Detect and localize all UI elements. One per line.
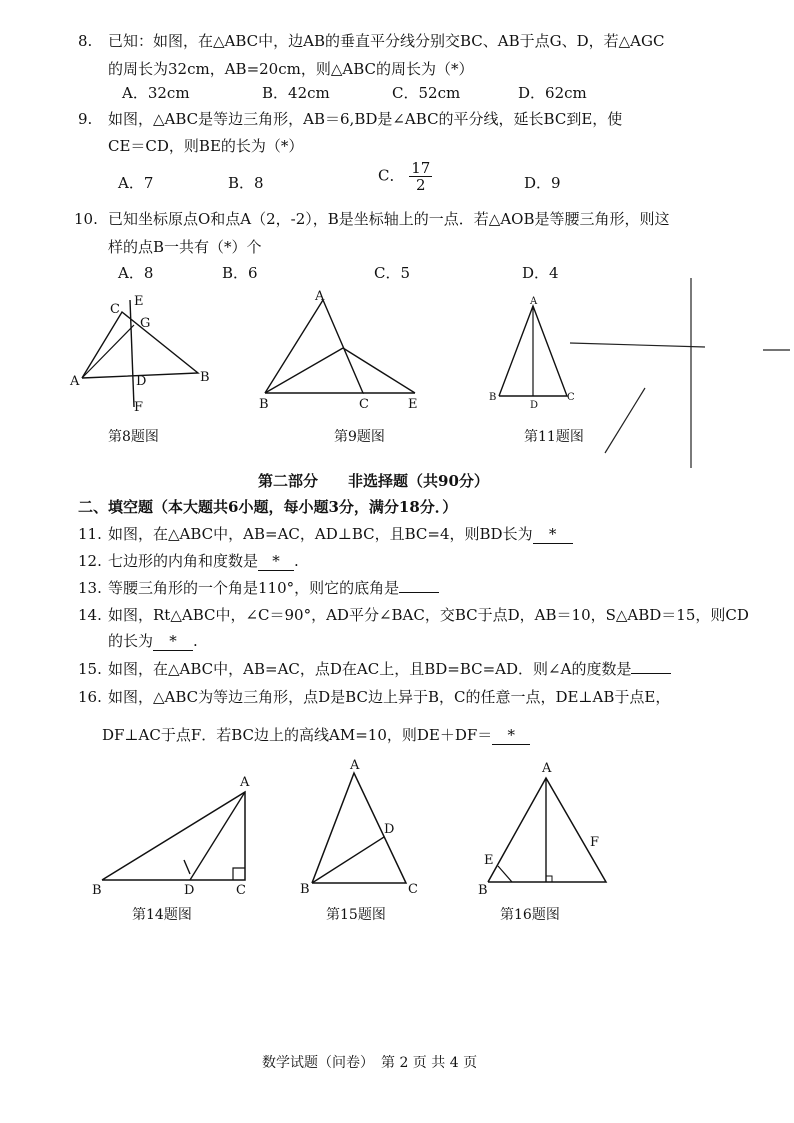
question-text: 已知坐标原点O和点A（2，-2），B是坐标轴上的一点．若△AOB是等腰三角形，则这 [108,210,670,228]
label-e: E [408,397,418,412]
label-b: B [478,883,488,898]
question-15 [78,658,671,679]
figure-9 [255,288,430,418]
scan-marks [565,278,794,468]
answer-blank: * [153,632,193,651]
label-c: C [236,883,246,898]
q8-option-d: D．62cm [518,84,587,102]
question-text: 如图，在△ABC中，AB=AC，AD⊥BC，且BC=4，则BD长为 [108,525,533,543]
label-d: D [384,822,395,837]
q10-option-b: B．6 [222,264,258,282]
figure-15 [298,755,428,895]
question-8-line2: 的周长为32cm，AB=20cm，则△ABC的周长为（*） [108,60,474,78]
question-16 [78,686,670,707]
label-a: A [542,761,552,776]
figure-8 [70,295,220,415]
label-c: C [408,882,418,897]
answer-blank [631,673,671,674]
q8-option-c: C．52cm [392,84,461,102]
question-text: 等腰三角形的一个角是110°，则它的底角是 [108,579,400,597]
question-number: 15. [78,660,102,678]
answer-blank: * [492,726,530,745]
question-text: 如图，Rt△ABC中，∠C＝90°，AD平分∠BAC，交BC于点D，AB＝10，S△ABD＝15，则CD [108,606,749,624]
question-14 [78,604,749,625]
question-text: DF⊥AC于点F．若BC边上的高线AM=10，则DE＋DF＝ [102,726,493,744]
page-footer: 数学试题（问卷） 第 2 页 共 4 页 [262,1055,478,1071]
label-b: B [489,392,497,403]
question-text: 如图，△ABC为等边三角形，点D是BC边上异于B，C的任意一点，DE⊥AB于点E， [108,688,671,706]
question-11 [78,523,573,544]
label-a: A [70,374,80,389]
label-g: G [140,316,151,331]
answer-blank: * [533,525,573,544]
question-text: 如图，△ABC是等边三角形，AB＝6,BD是∠ABC的平分线，延长BC到E，使 [108,110,623,128]
answer-blank [399,592,439,593]
question-text: 的长为 [108,632,154,650]
question-number: 9. [78,110,93,128]
label-a: A [315,289,325,304]
figure-14 [90,772,260,897]
label-c: C [567,392,575,403]
q8-option-a: A．32cm [122,84,190,102]
question-13 [78,577,439,598]
fraction-denominator: 2 [416,176,426,194]
question-text: 已知：如图，在△ABC中，边AB的垂直平分线分别交BC、AB于点G、D，若△AGC [108,32,665,50]
label-b: B [300,882,310,897]
label-d: D [136,374,147,389]
label-e: E [134,294,144,309]
q8-option-b: B．42cm [262,84,330,102]
label-b: B [259,397,269,412]
question-8 [78,30,664,51]
label-a: A [350,758,360,773]
fraction-numerator: 17 [411,159,431,177]
label-c: C [110,302,120,317]
caption-fig15: 第15题图 [326,907,386,923]
label-a: A [240,775,250,790]
label-a: A [530,296,538,307]
question-number: 14. [78,606,102,624]
label-f: F [134,400,144,415]
caption-fig9: 第9题图 [334,429,385,445]
question-12 [78,550,299,571]
label-e: E [484,853,494,868]
caption-fig14: 第14题图 [132,907,192,923]
label-b: B [200,370,210,385]
question-number: 10. [74,210,98,228]
question-number: 16. [78,688,102,706]
question-14-line2 [108,630,198,651]
question-9-line2: CE＝CD，则BE的长为（*） [108,137,304,155]
q10-option-a: A．8 [118,264,154,282]
question-text: 如图，在△ABC中，AB=AC，点D在AC上，且BD=BC=AD．则∠A的度数是 [108,660,632,678]
q10-option-c: C．5 [374,264,411,282]
label-b: B [92,883,102,898]
label-c: C [359,397,369,412]
label-f: F [590,835,600,850]
caption-fig8: 第8题图 [108,429,159,445]
figure-16 [476,758,626,898]
section-subtitle: 二、填空题（本大题共6小题，每小题3分，满分18分．） [78,498,458,516]
question-number: 11. [78,525,102,543]
question-9 [78,108,622,129]
question-number: 12. [78,552,102,570]
label-d: D [184,883,195,898]
fraction [409,160,432,193]
question-number: 8. [78,32,93,50]
question-10 [74,208,670,229]
question-10-line2: 样的点B一共有（*）个 [108,238,262,256]
q9-option-a: A．7 [118,174,154,192]
option-letter: C． [378,166,405,185]
question-number: 13. [78,579,102,597]
question-16-line2 [102,724,530,745]
section-title: 第二部分 非选择题（共90分） [258,472,489,490]
question-tail: . [193,632,198,650]
q9-option-b: B．8 [228,174,264,192]
question-tail: . [294,552,299,570]
label-d: D [530,400,539,411]
caption-fig11: 第11题图 [524,429,584,445]
caption-fig16: 第16题图 [500,907,560,923]
question-text: 七边形的内角和度数是 [108,552,259,570]
q9-option-d: D．9 [524,174,561,192]
q9-option-c [378,160,432,193]
q10-option-d: D．4 [522,264,559,282]
answer-blank: * [258,552,294,571]
